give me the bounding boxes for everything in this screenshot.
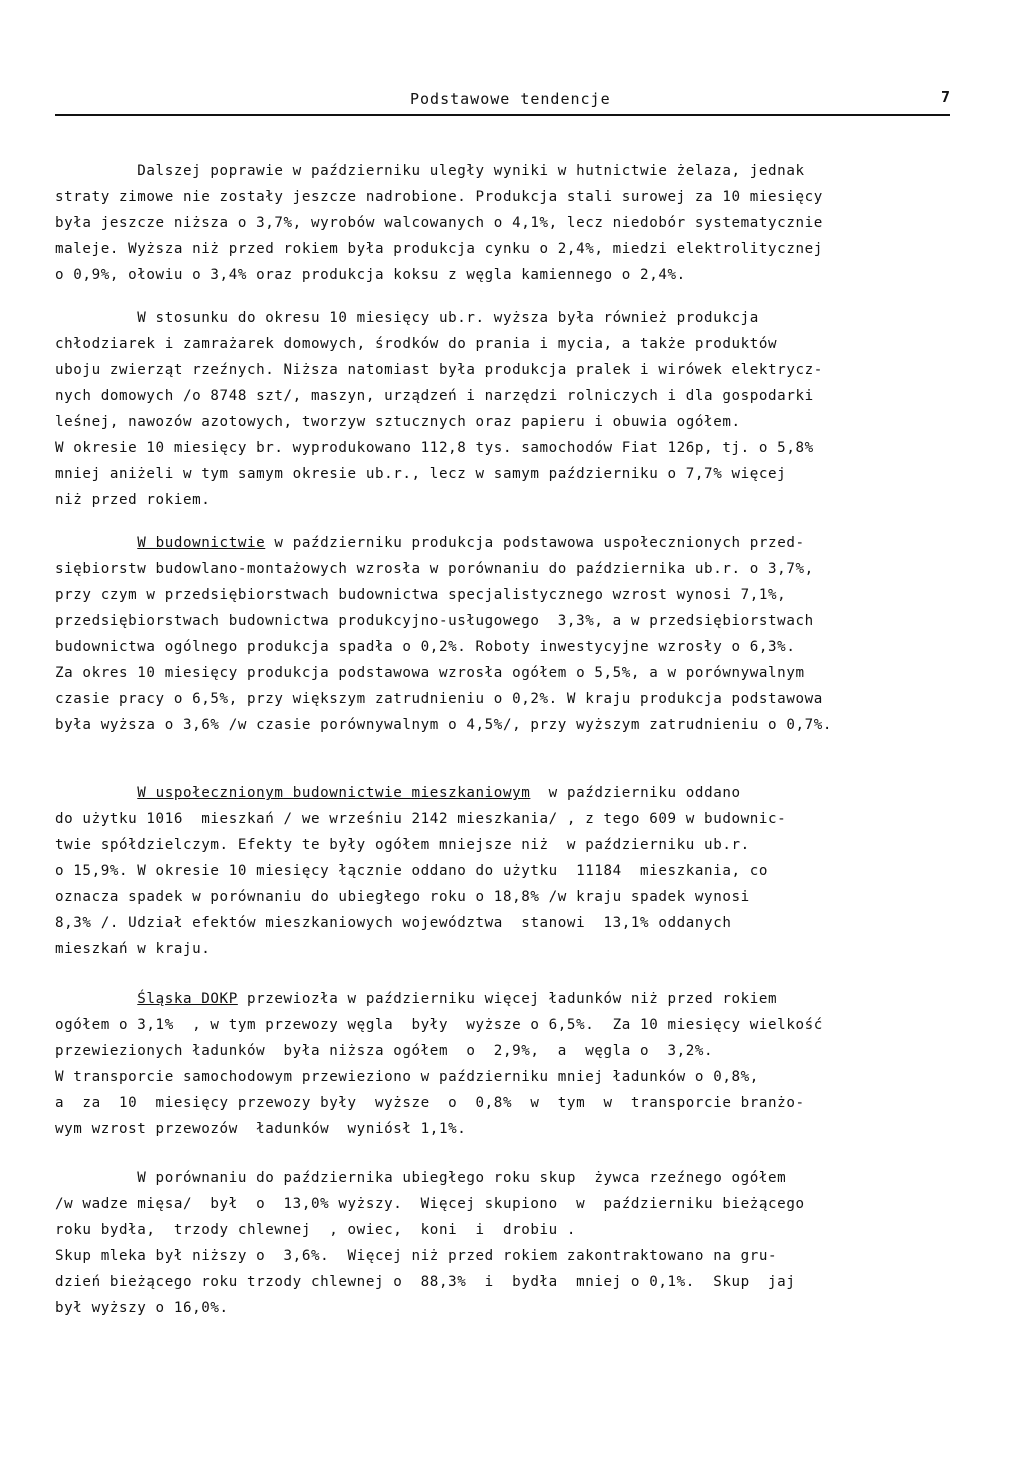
text-line: wym wzrost przewozów ładunków wyniósł 1,1%. — [55, 1121, 467, 1137]
text-line: Za okres 10 miesięcy produkcja podstawowa wzrosła ogółem o 5,5%, a w porównywalnym — [55, 665, 805, 681]
text-line: przedsiębiorstwach budownictwa produkcyjno-usługowego 3,3%, a w przedsiębiorstwach — [55, 613, 814, 629]
paragraph-procurement — [55, 1165, 955, 1321]
text-line — [55, 986, 955, 1012]
text-line: maleje. Wyższa niż przed rokiem była produkcja cynku o 2,4%, miedzi elektrolitycznej — [55, 241, 823, 257]
paragraph-transport — [55, 986, 955, 1142]
text-line: a za 10 miesięcy przewozy były wyższe o 0,8% w tym w transporcie branżo- — [55, 1095, 805, 1111]
text-line: była jeszcze niższa o 3,7%, wyrobów walcowanych o 4,1%, lecz niedobór systematycznie — [55, 215, 823, 231]
text-line — [55, 530, 955, 556]
text-line: dzień bieżącego roku trzody chlewnej o 88,3% i bydła mniej o 0,1%. Skup jaj — [55, 1274, 796, 1290]
text-line: o 15,9%. W okresie 10 miesięcy łącznie oddano do użytku 11184 mieszkania, co — [55, 863, 769, 879]
text-line: niż przed rokiem. — [55, 492, 211, 508]
text-line: siębiorstw budowlano-montażowych wzrosła w porównaniu do października ub.r. o 3,7%, — [55, 561, 814, 577]
text-line: W transporcie samochodowym przewieziono w październiku mniej ładunków o 0,8%, — [55, 1069, 759, 1085]
text-line: o 0,9%, ołowiu o 3,4% oraz produkcja koksu z węgla kamiennego o 2,4%. — [55, 267, 686, 283]
text-line: mieszkań w kraju. — [55, 941, 211, 957]
text-line: /w wadze mięsa/ był o 13,0% wyższy. Więcej skupiono w październiku bieżącego — [55, 1196, 805, 1212]
page-header — [55, 88, 950, 116]
text-line: straty zimowe nie zostały jeszcze nadrobione. Produkcja stali surowej za 10 miesięcy — [55, 189, 823, 205]
text-line: Skup mleka był niższy o 3,6%. Więcej niż przed rokiem zakontraktowano na gru- — [55, 1248, 778, 1264]
text-line: budownictwa ogólnego produkcja spadła o 0,2%. Roboty inwestycyjne wzrosły o 6,3%. — [55, 639, 796, 655]
text-line: W porównaniu do października ubiegłego roku skup żywca rzeźnego ogółem — [55, 1170, 787, 1186]
text-line: twie spółdzielczym. Efekty te były ogółem mniejsze niż w październiku ub.r. — [55, 837, 750, 853]
text-line: była wyższa o 3,6% /w czasie porównywalnym o 4,5%/, przy wyższym zatrudnieniu o 0,7%. — [55, 717, 833, 733]
paragraph-production — [55, 305, 955, 513]
section-lead: Śląska DOKP — [137, 991, 238, 1007]
text-line: był wyższy o 16,0%. — [55, 1300, 229, 1316]
text-line: przewiezionych ładunków była niższa ogółem o 2,9%, a węgla o 3,2%. — [55, 1043, 714, 1059]
text-line — [55, 780, 955, 806]
text-line: czasie pracy o 6,5%, przy większym zatrudnieniu o 0,2%. W kraju produkcja podstawowa — [55, 691, 823, 707]
text-line: oznacza spadek w porównaniu do ubiegłego roku o 18,8% /w kraju spadek wynosi — [55, 889, 750, 905]
header-rule — [55, 114, 950, 116]
text-line: chłodziarek i zamrażarek domowych, środków do prania i mycia, a także produktów — [55, 336, 778, 352]
text-line-rest: przewiozła w październiku więcej ładunków niż przed rokiem — [237, 991, 778, 1007]
text-line-rest: w październiku produkcja podstawowa uspołecznionych przed- — [265, 535, 805, 551]
text-line: Dalszej poprawie w październiku uległy wyniki w hutnictwie żelaza, jednak — [55, 163, 805, 179]
paragraph-housing — [55, 780, 955, 962]
text-line: 8,3% /. Udział efektów mieszkaniowych województwa stanowi 13,1% oddanych — [55, 915, 732, 931]
text-line: uboju zwierząt rzeźnych. Niższa natomiast była produkcja pralek i wirówek elektrycz- — [55, 362, 823, 378]
text-line: W stosunku do okresu 10 miesięcy ub.r. wyższa była również produkcja — [55, 310, 759, 326]
text-line: do użytku 1016 mieszkań / we wrześniu 2142 mieszkania/ , z tego 609 w budownic- — [55, 811, 787, 827]
text-line: mniej aniżeli w tym samym okresie ub.r., lecz w samym październiku o 7,7% więcej — [55, 466, 787, 482]
section-lead: W budownictwie — [137, 535, 266, 551]
text-line: nych domowych /o 8748 szt/, maszyn, urządzeń i narzędzi rolniczych i dla gospodarki — [55, 388, 814, 404]
text-line: roku bydła, trzody chlewnej , owiec, koni i drobiu . — [55, 1222, 577, 1238]
text-line: W okresie 10 miesięcy br. wyprodukowano 112,8 tys. samochodów Fiat 126p, tj. o 5,8% — [55, 440, 814, 456]
text-line-rest: w październiku oddano — [530, 785, 741, 801]
text-line: leśnej, nawozów azotowych, tworzyw sztucznych oraz papieru i obuwia ogółem. — [55, 414, 741, 430]
paragraph-metallurgy — [55, 158, 955, 288]
text-line: ogółem o 3,1% , w tym przewozy węgla były wyższe o 6,5%. Za 10 miesięcy wielkość — [55, 1017, 823, 1033]
text-line: przy czym w przedsiębiorstwach budownictwa specjalistycznego wzrost wynosi 7,1%, — [55, 587, 787, 603]
running-title: Podstawowe tendencje — [410, 90, 611, 108]
page-number: 7 — [940, 88, 950, 106]
paragraph-construction — [55, 530, 955, 738]
section-lead: W uspołecznionym budownictwie mieszkaniowym — [137, 785, 531, 801]
